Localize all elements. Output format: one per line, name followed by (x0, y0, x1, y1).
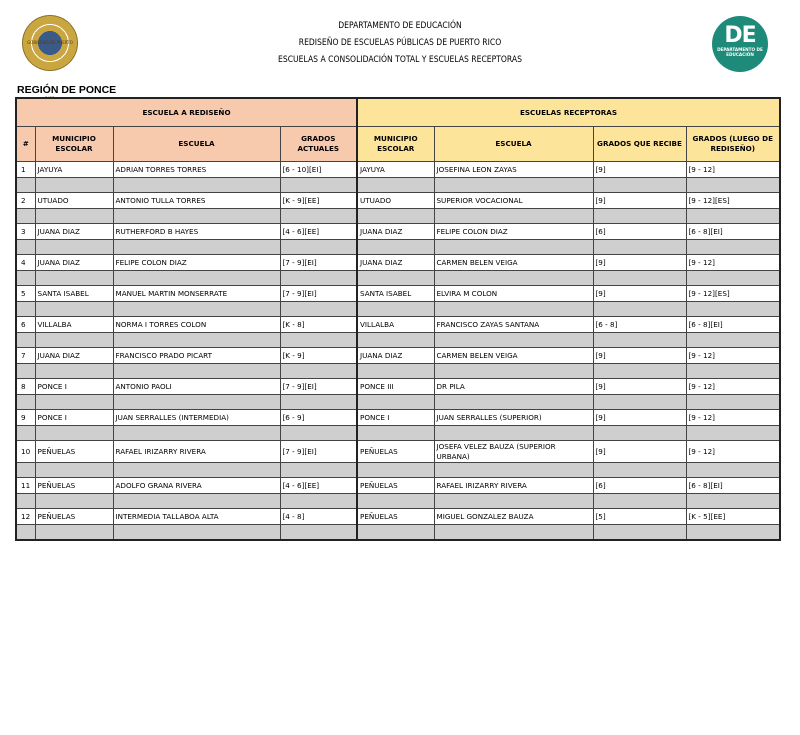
grados-luego-cell: [K - 5][EE] (686, 509, 780, 525)
spacer-cell (35, 178, 113, 193)
spacer-cell (113, 364, 280, 379)
escuela-receptora-cell: MIGUEL GONZALEZ BAUZA (434, 509, 593, 525)
municipio-receptor-cell: PONCE I (357, 410, 434, 426)
spacer-cell (686, 240, 780, 255)
escuela-rediseno-cell: ANTONIO PAOLI (113, 379, 280, 395)
grados-actuales-cell: [K - 8] (280, 317, 357, 333)
grados-actuales-cell: [7 - 9][EI] (280, 441, 357, 463)
spacer-row (16, 395, 780, 410)
municipio-escolar-cell: JAYUYA (35, 162, 113, 178)
spacer-cell (357, 525, 434, 541)
spacer-cell (35, 209, 113, 224)
escuela-rediseno-cell: FRANCISCO PRADO PICART (113, 348, 280, 364)
grados-que-recibe-cell: [9] (593, 410, 686, 426)
spacer-cell (280, 271, 357, 286)
escuela-rediseno-cell: FELIPE COLON DIAZ (113, 255, 280, 271)
grados-actuales-cell: [4 - 6][EE] (280, 478, 357, 494)
municipio-receptor-cell: JUANA DIAZ (357, 348, 434, 364)
municipio-escolar-cell: VILLALBA (35, 317, 113, 333)
spacer-cell (16, 333, 35, 348)
spacer-cell (280, 494, 357, 509)
escuela-receptora-cell: CARMEN BELEN VEIGA (434, 255, 593, 271)
grados-luego-cell: [9 - 12] (686, 441, 780, 463)
spacer-cell (35, 463, 113, 478)
spacer-cell (113, 494, 280, 509)
spacer-cell (593, 209, 686, 224)
row-number-cell: 4 (16, 255, 35, 271)
spacer-cell (280, 178, 357, 193)
logo-small-text-2: EDUCACIÓN (726, 52, 754, 57)
grados-actuales-cell: [K - 9] (280, 348, 357, 364)
spacer-cell (686, 494, 780, 509)
spacer-cell (113, 240, 280, 255)
grados-que-recibe-cell: [9] (593, 286, 686, 302)
spacer-cell (113, 178, 280, 193)
spacer-cell (434, 364, 593, 379)
spacer-cell (35, 364, 113, 379)
spacer-cell (593, 271, 686, 286)
spacer-cell (686, 364, 780, 379)
spacer-cell (113, 525, 280, 541)
municipio-escolar-cell: PEÑUELAS (35, 441, 113, 463)
spacer-cell (35, 395, 113, 410)
logo-big-text: DE (724, 23, 756, 48)
municipio-escolar-cell: UTUADO (35, 193, 113, 209)
spacer-cell (280, 463, 357, 478)
spacer-cell (16, 240, 35, 255)
table-row (16, 162, 780, 178)
spacer-cell (35, 333, 113, 348)
escuela-receptora-cell: JOSEFA VELEZ BAUZA (SUPERIOR URBANA) (434, 441, 593, 463)
escuela-rediseno-cell: NORMA I TORRES COLON (113, 317, 280, 333)
grados-que-recibe-cell: [6 - 8] (593, 317, 686, 333)
row-number-cell: 1 (16, 162, 35, 178)
group-escuelas-receptoras: ESCUELAS RECEPTORAS (357, 98, 780, 127)
row-number-cell: 6 (16, 317, 35, 333)
spacer-row (16, 302, 780, 317)
spacer-cell (357, 178, 434, 193)
puerto-rico-seal-icon (22, 15, 78, 71)
spacer-cell (113, 271, 280, 286)
grados-actuales-cell: [4 - 6][EE] (280, 224, 357, 240)
spacer-cell (686, 302, 780, 317)
municipio-escolar-cell: JUANA DIAZ (35, 224, 113, 240)
grados-luego-cell: [6 - 8][EI] (686, 478, 780, 494)
spacer-cell (434, 395, 593, 410)
region-title: REGIÓN DE PONCE (17, 84, 117, 96)
spacer-cell (357, 364, 434, 379)
table-row (16, 286, 780, 302)
spacer-cell (280, 426, 357, 441)
grados-que-recibe-cell: [9] (593, 193, 686, 209)
spacer-row (16, 494, 780, 509)
grados-actuales-cell: [7 - 9][EI] (280, 255, 357, 271)
municipio-escolar-cell: PEÑUELAS (35, 509, 113, 525)
grados-que-recibe-cell: [9] (593, 162, 686, 178)
row-number-cell: 7 (16, 348, 35, 364)
grados-que-recibe-cell: [9] (593, 441, 686, 463)
table-row (16, 441, 780, 463)
spacer-cell (113, 463, 280, 478)
spacer-row (16, 463, 780, 478)
row-number-cell: 9 (16, 410, 35, 426)
municipio-escolar-cell: PONCE I (35, 379, 113, 395)
col-header-grados-luego: GRADOS (LUEGO DE REDISEÑO) (686, 127, 780, 162)
grados-luego-cell: [9 - 12][ES] (686, 286, 780, 302)
spacer-cell (113, 426, 280, 441)
escuela-receptora-cell: CARMEN BELEN VEIGA (434, 348, 593, 364)
spacer-row (16, 525, 780, 541)
row-number-cell: 3 (16, 224, 35, 240)
spacer-cell (35, 302, 113, 317)
spacer-cell (434, 240, 593, 255)
spacer-cell (16, 525, 35, 541)
col-header-grados-recibe: GRADOS QUE RECIBE (593, 127, 686, 162)
grados-que-recibe-cell: [5] (593, 509, 686, 525)
spacer-cell (593, 302, 686, 317)
escuela-receptora-cell: DR PILA (434, 379, 593, 395)
row-number-cell: 5 (16, 286, 35, 302)
municipio-receptor-cell: JUANA DIAZ (357, 224, 434, 240)
municipio-receptor-cell: PONCE III (357, 379, 434, 395)
grados-luego-cell: [9 - 12][ES] (686, 193, 780, 209)
spacer-cell (280, 525, 357, 541)
col-header-escuela-2: ESCUELA (434, 127, 593, 162)
spacer-cell (35, 240, 113, 255)
spacer-row (16, 364, 780, 379)
spacer-cell (280, 302, 357, 317)
spacer-cell (434, 178, 593, 193)
escuela-receptora-cell: RAFAEL IRIZARRY RIVERA (434, 478, 593, 494)
municipio-receptor-cell: PEÑUELAS (357, 441, 434, 463)
escuela-receptora-cell: ELVIRA M COLON (434, 286, 593, 302)
spacer-cell (686, 209, 780, 224)
grados-actuales-cell: [K - 9][EE] (280, 193, 357, 209)
spacer-cell (16, 302, 35, 317)
title-line-2: REDISEÑO DE ESCUELAS PÚBLICAS DE PUERTO RICO (298, 38, 502, 48)
municipio-escolar-cell: PEÑUELAS (35, 478, 113, 494)
municipio-receptor-cell: JUANA DIAZ (357, 255, 434, 271)
grados-luego-cell: [9 - 12] (686, 379, 780, 395)
spacer-cell (35, 426, 113, 441)
spacer-cell (280, 209, 357, 224)
spacer-cell (113, 395, 280, 410)
spacer-cell (434, 525, 593, 541)
title-line-3: ESCUELAS A CONSOLIDACIÓN TOTAL Y ESCUELAS RECEPTORAS (278, 55, 522, 65)
spacer-cell (113, 209, 280, 224)
escuela-rediseno-cell: MANUEL MARTIN MONSERRATE (113, 286, 280, 302)
grados-actuales-cell: [6 - 9] (280, 410, 357, 426)
spacer-cell (280, 395, 357, 410)
spacer-cell (686, 271, 780, 286)
spacer-cell (357, 209, 434, 224)
spacer-cell (686, 395, 780, 410)
spacer-cell (434, 209, 593, 224)
grados-que-recibe-cell: [6] (593, 224, 686, 240)
municipio-receptor-cell: VILLALBA (357, 317, 434, 333)
de-logo-icon (712, 16, 768, 72)
table-row (16, 410, 780, 426)
spacer-cell (16, 364, 35, 379)
escuela-rediseno-cell: INTERMEDIA TALLABOA ALTA (113, 509, 280, 525)
grados-luego-cell: [6 - 8][EI] (686, 317, 780, 333)
document-header (0, 0, 800, 80)
escuela-rediseno-cell: RUTHERFORD B HAYES (113, 224, 280, 240)
spacer-cell (35, 525, 113, 541)
spacer-cell (593, 333, 686, 348)
document-titles (200, 18, 600, 69)
spacer-cell (434, 494, 593, 509)
municipio-receptor-cell: PEÑUELAS (357, 509, 434, 525)
table-row (16, 255, 780, 271)
grados-luego-cell: [6 - 8][EI] (686, 224, 780, 240)
spacer-cell (35, 271, 113, 286)
spacer-row (16, 178, 780, 193)
municipio-receptor-cell: SANTA ISABEL (357, 286, 434, 302)
spacer-cell (593, 178, 686, 193)
group-header-row (16, 98, 780, 127)
spacer-cell (593, 525, 686, 541)
spacer-cell (357, 240, 434, 255)
col-header-num: # (16, 127, 35, 162)
table-body (16, 162, 780, 541)
table-row (16, 193, 780, 209)
grados-que-recibe-cell: [6] (593, 478, 686, 494)
col-header-grados-actuales: GRADOS ACTUALES (280, 127, 357, 162)
spacer-cell (357, 333, 434, 348)
spacer-cell (686, 333, 780, 348)
municipio-receptor-cell: JAYUYA (357, 162, 434, 178)
spacer-cell (357, 494, 434, 509)
spacer-cell (16, 395, 35, 410)
spacer-cell (16, 209, 35, 224)
spacer-cell (593, 494, 686, 509)
row-number-cell: 12 (16, 509, 35, 525)
escuela-rediseno-cell: RAFAEL IRIZARRY RIVERA (113, 441, 280, 463)
row-number-cell: 8 (16, 379, 35, 395)
grados-que-recibe-cell: [9] (593, 379, 686, 395)
grados-actuales-cell: [4 - 8] (280, 509, 357, 525)
spacer-cell (357, 426, 434, 441)
spacer-cell (434, 426, 593, 441)
column-header-row (16, 127, 780, 162)
col-header-municipio-2: MUNICIPIO ESCOLAR (357, 127, 434, 162)
spacer-cell (686, 463, 780, 478)
escuela-receptora-cell: FELIPE COLON DIAZ (434, 224, 593, 240)
grados-que-recibe-cell: [9] (593, 348, 686, 364)
seal-text: GOBIERNO DE PUERTO (27, 40, 73, 45)
spacer-cell (434, 333, 593, 348)
spacer-cell (16, 426, 35, 441)
municipio-escolar-cell: JUANA DIAZ (35, 348, 113, 364)
municipio-escolar-cell: SANTA ISABEL (35, 286, 113, 302)
table-row (16, 317, 780, 333)
spacer-cell (593, 463, 686, 478)
spacer-row (16, 240, 780, 255)
spacer-cell (434, 302, 593, 317)
escuela-rediseno-cell: JUAN SERRALLES (INTERMEDIA) (113, 410, 280, 426)
spacer-cell (16, 271, 35, 286)
col-header-municipio-1: MUNICIPIO ESCOLAR (35, 127, 113, 162)
spacer-cell (16, 178, 35, 193)
row-number-cell: 11 (16, 478, 35, 494)
spacer-cell (16, 494, 35, 509)
grados-luego-cell: [9 - 12] (686, 348, 780, 364)
grados-luego-cell: [9 - 12] (686, 255, 780, 271)
escuela-receptora-cell: FRANCISCO ZAYAS SANTANA (434, 317, 593, 333)
spacer-cell (357, 463, 434, 478)
row-number-cell: 10 (16, 441, 35, 463)
grados-actuales-cell: [7 - 9][EI] (280, 379, 357, 395)
municipio-escolar-cell: JUANA DIAZ (35, 255, 113, 271)
logo-small-text-1: DEPARTAMENTO DE (717, 47, 763, 52)
spacer-cell (280, 364, 357, 379)
table-row (16, 478, 780, 494)
group-escuela-a-rediseno: ESCUELA A REDISEÑO (16, 98, 357, 127)
escuela-receptora-cell: SUPERIOR VOCACIONAL (434, 193, 593, 209)
grados-luego-cell: [9 - 12] (686, 162, 780, 178)
spacer-cell (593, 395, 686, 410)
spacer-cell (593, 240, 686, 255)
municipio-receptor-cell: UTUADO (357, 193, 434, 209)
table-row (16, 224, 780, 240)
spacer-cell (434, 463, 593, 478)
escuela-rediseno-cell: ANTONIO TULLA TORRES (113, 193, 280, 209)
grados-actuales-cell: [6 - 10][EI] (280, 162, 357, 178)
spacer-cell (593, 364, 686, 379)
spacer-cell (113, 333, 280, 348)
row-number-cell: 2 (16, 193, 35, 209)
spacer-cell (686, 426, 780, 441)
spacer-cell (434, 271, 593, 286)
municipio-escolar-cell: PONCE I (35, 410, 113, 426)
spacer-row (16, 209, 780, 224)
escuela-receptora-cell: JOSEFINA LEON ZAYAS (434, 162, 593, 178)
spacer-cell (357, 395, 434, 410)
escuela-rediseno-cell: ADOLFO GRANA RIVERA (113, 478, 280, 494)
table-row (16, 379, 780, 395)
spacer-cell (16, 463, 35, 478)
grados-luego-cell: [9 - 12] (686, 410, 780, 426)
grados-que-recibe-cell: [9] (593, 255, 686, 271)
spacer-row (16, 333, 780, 348)
spacer-cell (35, 494, 113, 509)
escuela-rediseno-cell: ADRIAN TORRES TORRES (113, 162, 280, 178)
spacer-cell (280, 333, 357, 348)
spacer-row (16, 426, 780, 441)
table-row (16, 348, 780, 364)
schools-table (15, 97, 781, 541)
grados-actuales-cell: [7 - 9][EI] (280, 286, 357, 302)
spacer-cell (593, 426, 686, 441)
spacer-cell (113, 302, 280, 317)
table-row (16, 509, 780, 525)
escuela-receptora-cell: JUAN SERRALLES (SUPERIOR) (434, 410, 593, 426)
title-line-1: DEPARTAMENTO DE EDUCACIÓN (338, 21, 462, 31)
spacer-cell (686, 525, 780, 541)
col-header-escuela-1: ESCUELA (113, 127, 280, 162)
spacer-cell (280, 240, 357, 255)
spacer-cell (357, 271, 434, 286)
municipio-receptor-cell: PEÑUELAS (357, 478, 434, 494)
spacer-cell (686, 178, 780, 193)
spacer-row (16, 271, 780, 286)
spacer-cell (357, 302, 434, 317)
